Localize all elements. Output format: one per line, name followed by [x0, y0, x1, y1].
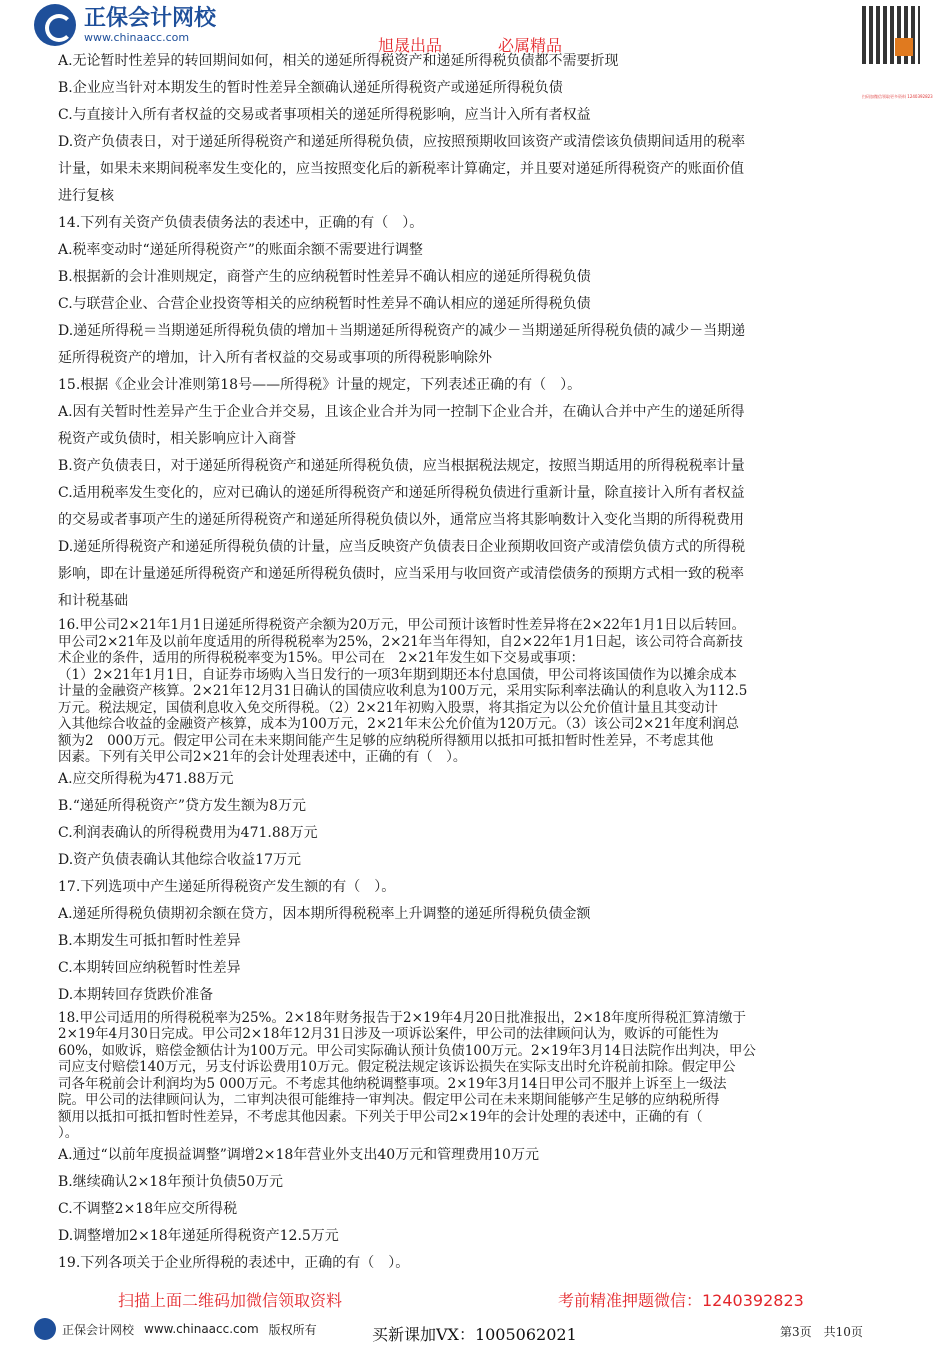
text-line: B.继续确认2×18年预计负债50万元 [58, 1173, 284, 1190]
text-line: 院。甲公司的法律顾问认为，二审判决很可能维持一审判决。假定甲公司在未来期间能够产生足够的应纳税所得 [58, 1092, 720, 1108]
text-line: 额用以抵扣可抵扣暂时性差异，不考虑其他因素。下列关于甲公司2×19年的会计处理的表述中，正确的有（ [58, 1108, 703, 1125]
text-line: 延所得税资产的增加，计入所有者权益的交易或事项的所得税影响除外 [58, 350, 492, 366]
text-line: 16.甲公司2×21年1月1日递延所得税资产余额为20万元，甲公司预计该暂时性差异将在2×22年1月1日以后转回。 [58, 617, 746, 633]
text-line: 司应支付赔偿140万元，另支付诉讼费用10万元。假定税法规定该诉讼损失在实际支出时允许税前扣除。假定甲公 [58, 1059, 736, 1075]
text-line: 术企业的条件，适用的所得税税率变为15%。甲公司在 2×21年发生如下交易或事项： [58, 650, 585, 666]
text-line: A.因有关暂时性差异产生于企业合并交易，且该企业合并为同一控制下企业合并，在确认合并中产生的递延所得 [58, 404, 745, 420]
text-line: D.递延所得税资产和递延所得税负债的计量，应当反映资产负债表日企业预期收回资产或清偿负债方式的所得税 [58, 539, 746, 555]
text-line: 计量的金融资产核算。2×21年12月31日确认的国债应收利息为100万元，采用实际利率法确认的利息收入为112.5 [58, 683, 748, 699]
text-line: 司各年税前会计利润均为5 000万元。不考虑其他纳税调整事项。2×19年3月14日甲公司不服并上诉至上一级法 [58, 1075, 727, 1092]
text-line: 进行复核 [58, 188, 114, 204]
text-line: D.递延所得税＝当期递延所得税负债的增加＋当期递延所得税资产的减少－当期递延所得税负债的减少－当期递 [58, 323, 746, 339]
text-line: 和计税基础 [58, 593, 128, 609]
question-body [58, 48, 888, 1277]
text-line: C.本期转回应纳税暂时性差异 [58, 959, 241, 976]
scan-note: 扫描上面二维码加微信领取资料 [118, 1291, 343, 1310]
text-line: 额为2 000万元。假定甲公司在未来期间能产生足够的应纳税所得额用以抵扣可抵扣暂时性差异，不考虑其他 [58, 732, 714, 749]
text-line: 万元。税法规定，国债利息收入免交所得税。（2）2×21年初购入股票，将其指定为以公允价值计量且其变动计 [58, 699, 718, 716]
text-line: 计量，如果未来期间税率发生变化的，应当按照变化后的新税率计算确定，并且要对递延所得税资产的账面价值 [58, 161, 744, 177]
text-line: 19.下列各项关于企业所得税的表述中，正确的有（ ）。 [58, 1254, 410, 1271]
footer-site[interactable]: www.chinaacc.com [144, 1322, 259, 1336]
text-line: A.税率变动时“递延所得税资产”的账面余额不需要进行调整 [58, 242, 423, 258]
text-line: B.企业应当针对本期发生的暂时性差异全额确认递延所得税资产或递延所得税负债 [58, 80, 563, 96]
footer-brand [34, 1318, 317, 1340]
text-line: 税资产或负债时，相关影响应计入商誉 [58, 431, 296, 447]
text-line: 18.甲公司适用的所得税税率为25%。2×18年财务报告于2×19年4月20日批准报出，2×18年度所得税汇算清缴于 [58, 1009, 746, 1026]
logo-url: www.chinaacc.com [84, 30, 190, 44]
text-line: D.调整增加2×18年递延所得税资产12.5万元 [58, 1227, 339, 1244]
text-line: 影响，即在计量递延所得税资产和递延所得税负债时，应当采用与收回资产或清偿债务的预期方式相一致的税率 [58, 566, 744, 582]
page-number: 第3页 共10页 [780, 1325, 863, 1339]
logo-icon [34, 4, 76, 46]
text-line: 甲公司2×21年及以前年度适用的所得税税率为25%，2×21年当年得知，自2×22年1月1日起，该公司符合高新技 [58, 633, 743, 650]
text-line: 60%，如败诉，赔偿金额估计为100万元。甲公司实际确认预计负债100万元。2×19年3月14日法院作出判决，甲公 [58, 1042, 756, 1059]
text-line: D.本期转回存货跌价准备 [58, 986, 214, 1003]
footer-rights: 版权所有 [268, 1322, 317, 1337]
wechat-note: 考前精准押题微信：1240392823 [558, 1291, 804, 1310]
header-tag-right: 必属精品 [498, 36, 563, 55]
text-line: C.与联营企业、合营企业投资等相关的应纳税暂时性差异不确认相应的递延所得税负债 [58, 296, 591, 312]
text-line: A.应交所得税为471.88万元 [58, 770, 234, 787]
text-line: C.适用税率发生变化的，应对已确认的递延所得税资产和递延所得税负债进行重新计量，除直接计入所有者权益 [58, 485, 745, 501]
text-line: D.资产负债表确认其他综合收益17万元 [58, 851, 301, 868]
header-tag-left: 旭晟出品 [378, 36, 443, 55]
text-line: 的交易或者事项产生的递延所得税资产和递延所得税负债以外，通常应当将其影响数计入变化当期的所得税费用 [58, 512, 744, 528]
site-logo[interactable] [34, 4, 216, 46]
text-line: ）。 [58, 1125, 79, 1141]
footer-logo-icon [34, 1318, 56, 1340]
text-line: C.与直接计入所有者权益的交易或者事项相关的递延所得税影响，应当计入所有者权益 [58, 107, 591, 123]
text-line: B.本期发生可抵扣暂时性差异 [58, 932, 241, 949]
text-line: D.资产负债表日，对于递延所得税资产和递延所得税负债，应按照预期收回该资产或清偿该负债期间适用的税率 [58, 134, 746, 150]
buy-note: 买新课加VX：1005062021 [372, 1325, 577, 1344]
text-line: C.利润表确认的所得税费用为471.88万元 [58, 824, 318, 841]
text-line: 15.根据《企业会计准则第18号——所得税》计量的规定，下列表述正确的有（ ）。 [58, 377, 582, 393]
logo-title: 正保会计网校 [84, 5, 217, 31]
qr-caption: 扫码加微信领取更多资料 1240392823 [862, 94, 933, 99]
text-line: B.根据新的会计准则规定，商誉产生的应纳税暂时性差异不确认相应的递延所得税负债 [58, 269, 591, 285]
qr-center-badge [895, 38, 913, 56]
text-line: （1）2×21年1月1日，自证券市场购入当日发行的一项3年期到期还本付息国债，甲公司将该国债作为以摊余成本 [58, 666, 737, 683]
text-line: A.递延所得税负债期初余额在贷方，因本期所得税税率上升调整的递延所得税负债金额 [58, 905, 591, 922]
text-line: B.资产负债表日，对于递延所得税资产和递延所得税负债，应当根据税法规定，按照当期适用的所得税税率计量 [58, 458, 745, 474]
text-line: C.不调整2×18年应交所得税 [58, 1200, 238, 1217]
text-line: 因素。下列有关甲公司2×21年的会计处理表述中，正确的有（ ）。 [58, 749, 467, 765]
text-line: 2×19年4月30日完成。甲公司2×18年12月31日涉及一项诉讼案件，甲公司的法律顾问认为，败诉的可能性为 [58, 1026, 719, 1042]
text-line: A.通过“以前年度损益调整”调增2×18年营业外支出40万元和管理费用10万元 [58, 1146, 539, 1163]
text-line: A.无论暂时性差异的转回期间如何，相关的递延所得税资产和递延所得税负债都不需要折现 [58, 53, 619, 69]
text-line: 17.下列选项中产生递延所得税资产发生额的有（ ）。 [58, 878, 396, 895]
text-line: 14.下列有关资产负债表债务法的表述中，正确的有（ ）。 [58, 215, 424, 231]
text-line: 入其他综合收益的金融资产核算，成本为100万元，2×21年末公允价值为120万元。（3）该公司2×21年度利润总 [58, 716, 740, 732]
text-line: B.“递延所得税资产”贷方发生额为8万元 [58, 797, 306, 814]
footer-brand-name: 正保会计网校 [62, 1322, 135, 1337]
